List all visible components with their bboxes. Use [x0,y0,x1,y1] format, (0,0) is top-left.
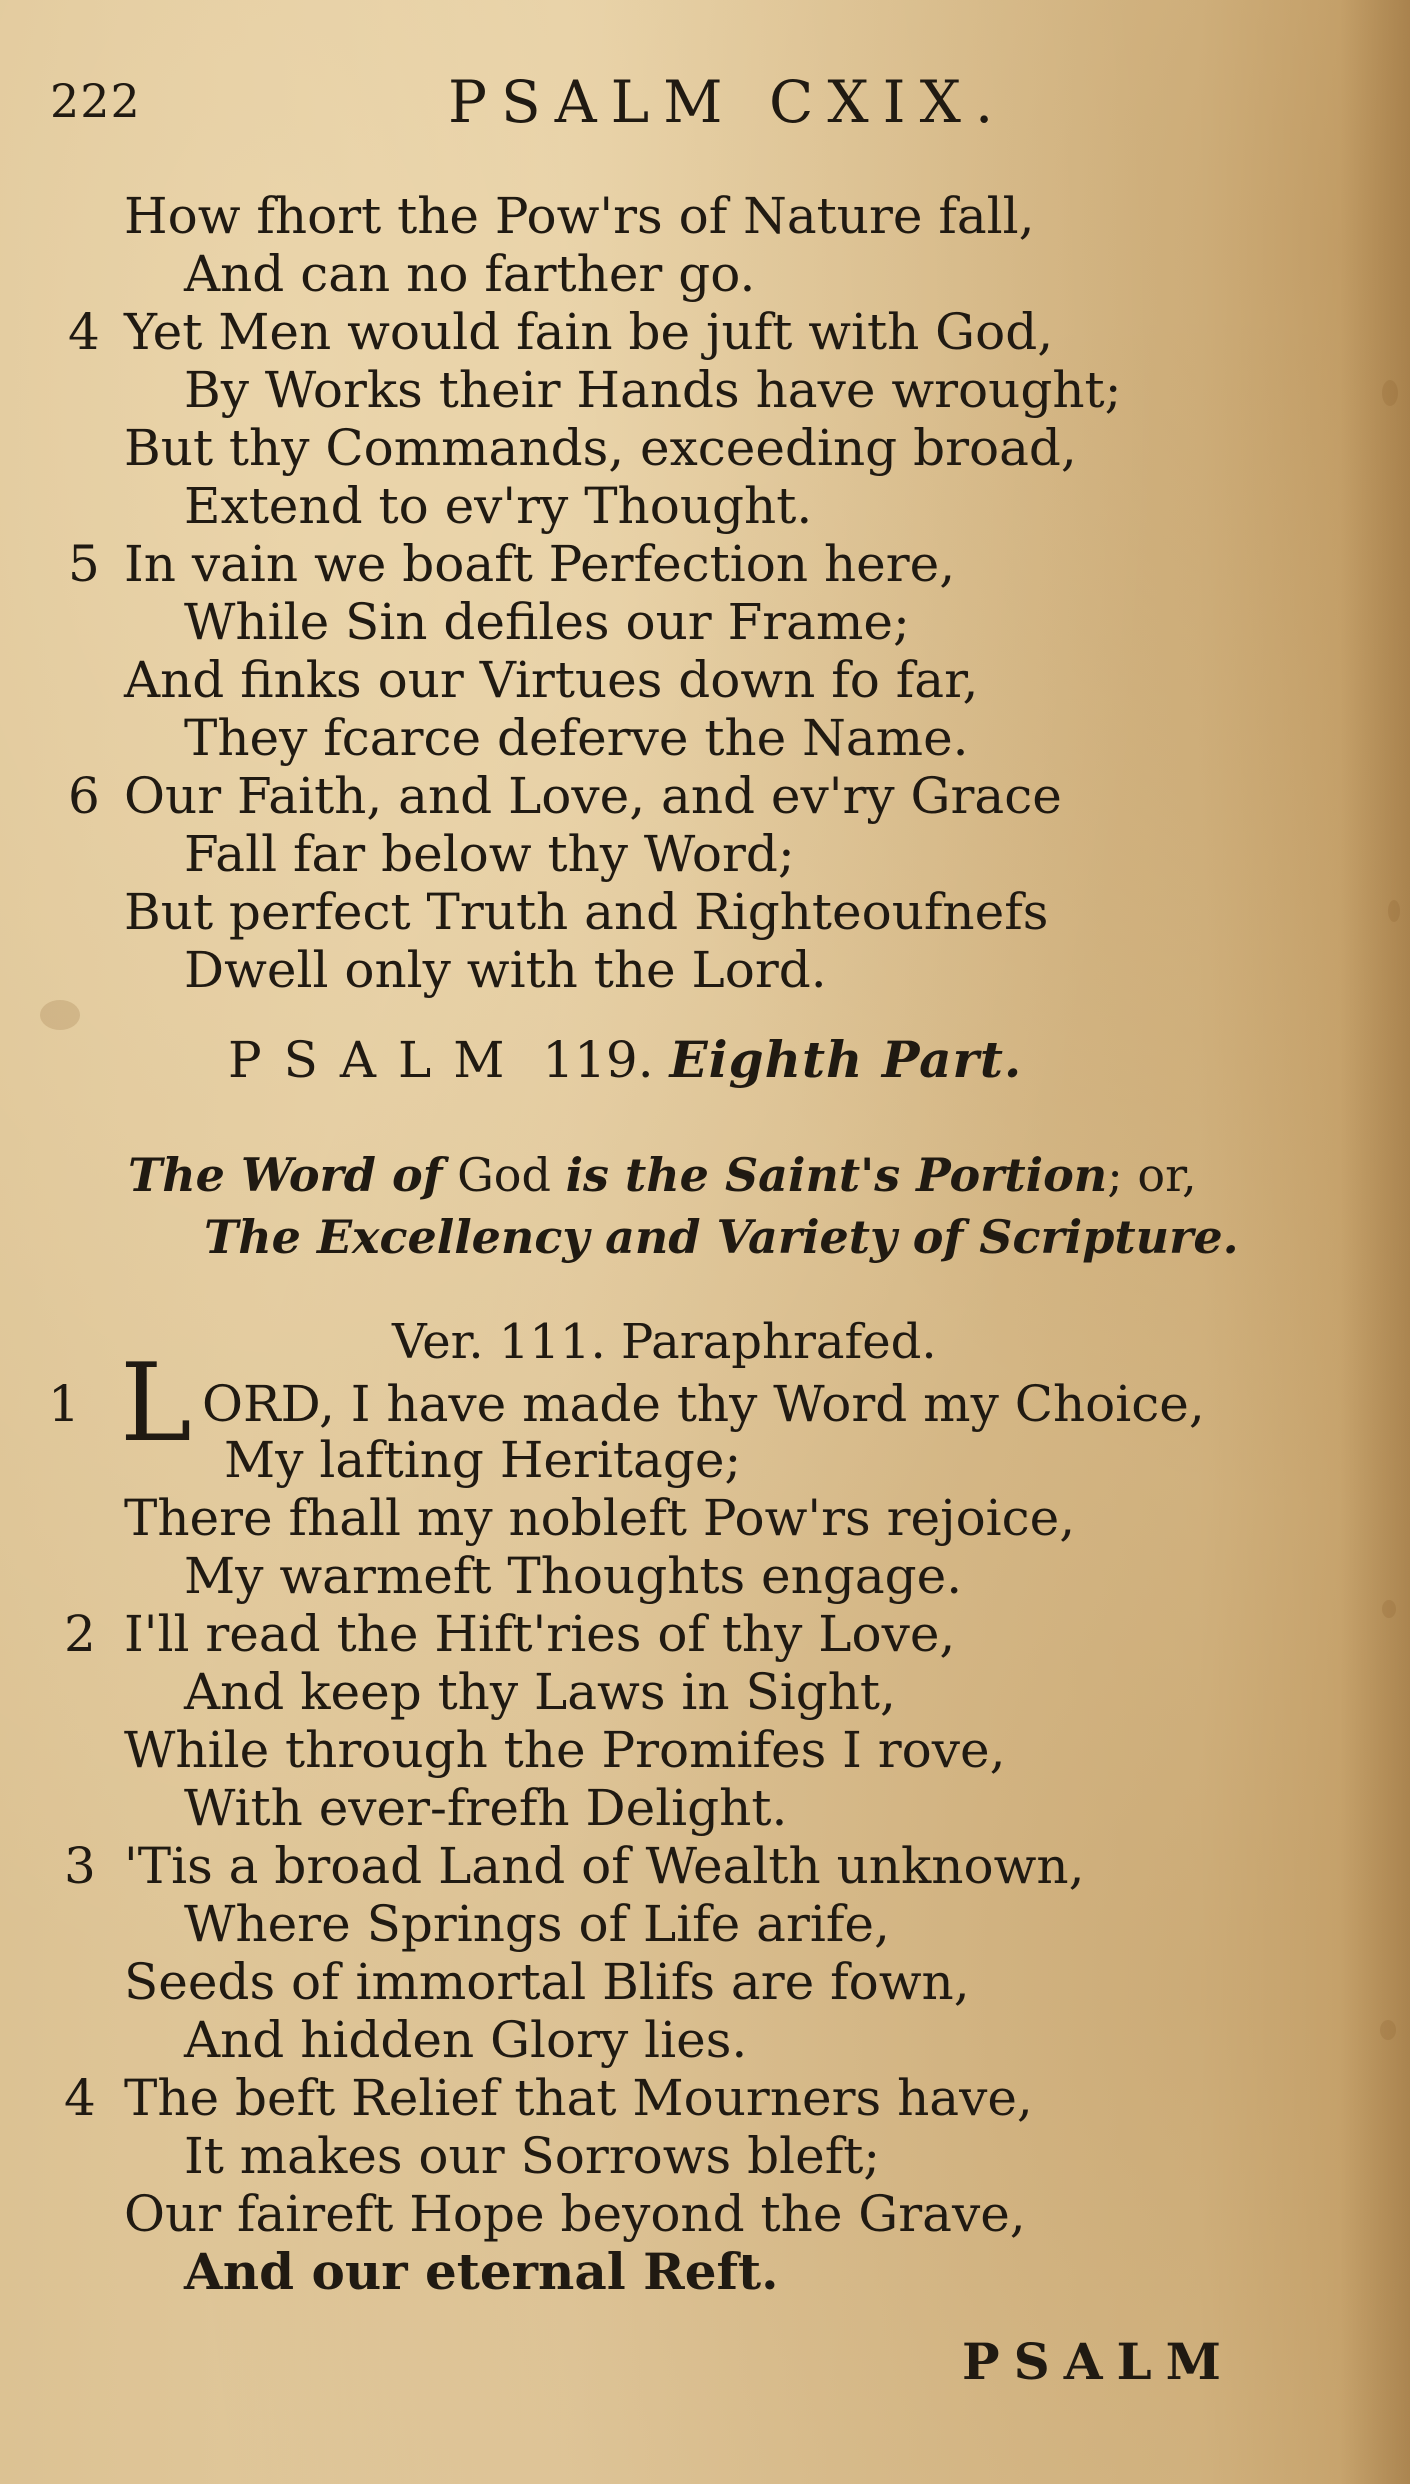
verse-line: Our Faith, and Love, and ev'ry Grace [124,767,1062,825]
stanza-number: 4 [64,2069,96,2127]
verse-line: Fall far below thy Word; [184,825,795,883]
stanza-number: 1 [48,1375,80,1433]
foxing-spot [1382,380,1398,406]
verse-line: Yet Men would fain be juft with God, [124,303,1054,361]
verse-line: How fhort the Pow'rs of Nature fall, [124,187,1035,245]
verse-line: It makes our Sorrows bleft; [184,2127,881,2185]
psalm-number: 119. [542,1031,654,1089]
foxing-spot [1380,2020,1396,2040]
drop-cap: L [120,1341,192,1466]
psalm-word: PSALM [228,1031,527,1089]
verse-line: The beft Relief that Mourners have, [124,2069,1033,2127]
verse-line: While through the Promifes I rove, [124,1721,1006,1779]
verse-line: Dwell only with the Lord. [184,941,827,999]
verse-line: And keep thy Laws in Sight, [184,1663,896,1721]
stanza-number: 5 [68,535,100,593]
subtitle-line-1 [128,1148,1197,1202]
verse-line: And our eternal Reft. [184,2242,779,2301]
foxing-spot [40,1000,80,1030]
stanza-number: 2 [64,1605,96,1663]
subtitle-italic: The Word of [128,1148,443,1202]
verse-line: My warmeft Thoughts engage. [184,1547,963,1605]
verse-line: There fhall my nobleft Pow'rs rejoice, [124,1489,1076,1547]
verse-line: And finks our Virtues down fo far, [124,651,979,709]
verse-line: And can no farther go. [184,245,756,303]
verse-line: I'll read the Hift'ries of thy Love, [124,1605,956,1663]
verse-reference: Ver. 111. Paraphrafed. [392,1314,937,1370]
subtitle-roman: God [457,1148,551,1202]
verse-line: And hidden Glory lies. [184,2011,748,2069]
verse-line: Extend to ev'ry Thought. [184,477,813,535]
psalm-part-heading [228,1030,1022,1089]
verse-line: While Sin defiles our Frame; [184,593,910,651]
verse-line: ORD, I have made thy Word my Choice, [202,1375,1205,1433]
subtitle-italic: The Excellency and Variety of Scripture. [204,1210,1239,1264]
foxing-spot [1388,900,1400,922]
stanza-number: 3 [64,1837,96,1895]
catchword: PSALM [962,2332,1236,2391]
subtitle-roman: ; or, [1107,1148,1197,1202]
psalm-part: Eighth Part. [669,1030,1023,1089]
verse-line: Our faireft Hope beyond the Grave, [124,2185,1026,2243]
verse-line: In vain we boaft Perfection here, [124,535,956,593]
verse-line: But perfect Truth and Righteoufnefs [124,883,1049,941]
verse-line: But thy Commands, exceeding broad, [124,419,1077,477]
verse-line: Where Springs of Life arife, [184,1895,890,1953]
stanza-number: 4 [68,303,100,361]
running-head: PSALM CXIX. [448,68,1008,136]
subtitle-line-2 [204,1210,1239,1264]
page-header [0,68,1410,148]
stanza-number: 6 [68,767,100,825]
subtitle-italic: is the Saint's Portion [565,1148,1108,1202]
verse-line: My lafting Heritage; [224,1431,742,1489]
foxing-spot [1382,1600,1396,1618]
verse-line: 'Tis a broad Land of Wealth unknown, [124,1837,1085,1895]
verse-line: Seeds of immortal Blifs are fown, [124,1953,970,2011]
page-edge-shadow [1340,0,1410,2484]
verse-line: They fcarce deferve the Name. [184,709,969,767]
verse-line: With ever-frefh Delight. [184,1779,788,1837]
verse-line: By Works their Hands have wrought; [184,361,1122,419]
page-number: 222 [50,74,141,128]
